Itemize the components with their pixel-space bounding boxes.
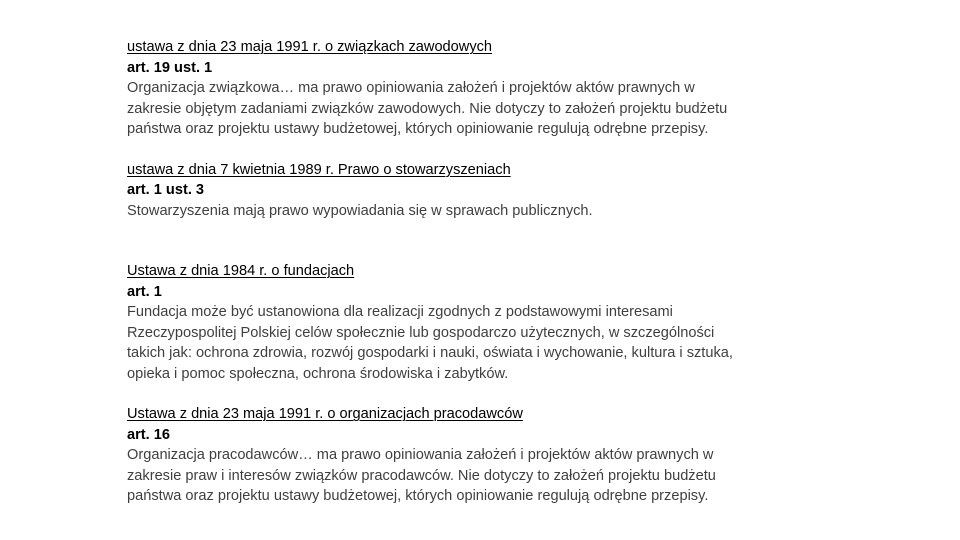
law-text-line: zakresie objętym zadaniami związków zawodowych. Nie dotyczy to założeń projektu budżetu — [127, 100, 728, 117]
law-title-link[interactable]: ustawa z dnia 23 maja 1991 r. o związkach zawodowych — [127, 39, 493, 55]
law-text-line: zakresie praw i interesów związków pracodawców. Nie dotyczy to założeń projektu budżetu — [127, 467, 716, 484]
article-reference: art. 19 ust. 1 — [127, 59, 213, 76]
law-title-link[interactable]: ustawa z dnia 7 kwietnia 1989 r. Prawo o stowarzyszeniach — [127, 161, 511, 178]
law-text-line: takich jak: ochrona zdrowia, rozwój gospodarki i nauki, oświata i wychowanie, kultura i sztuka, — [127, 345, 733, 361]
law-title-link[interactable]: Ustawa z dnia 23 maja 1991 r. o organizacjach pracodawców — [127, 406, 523, 422]
article-reference: art. 16 — [127, 426, 170, 443]
article-reference: art. 1 ust. 3 — [127, 182, 205, 198]
law-text-line: Organizacja pracodawców… ma prawo opiniowania założeń i projektów aktów prawnych w — [127, 447, 714, 463]
law-title-link[interactable]: Ustawa z dnia 1984 r. o fundacjach — [127, 263, 355, 279]
law-text-line: Fundacja może być ustanowiona dla realizacji zgodnych z podstawowymi interesami — [127, 304, 673, 320]
law-text-line: opieka i pomoc społeczna, ochrona środowiska i zabytków. — [127, 365, 509, 382]
article-reference: art. 1 — [127, 283, 162, 300]
law-text-line: państwa oraz projektu ustawy budżetowej, których opiniowanie regulują odrębne przepisy. — [127, 121, 709, 137]
slide-content — [127, 37, 847, 507]
law-text-line: Organizacja związkowa… ma prawo opiniowania założeń i projektów aktów prawnych w — [127, 80, 695, 96]
law-text-line: Stowarzyszenia mają prawo wypowiadania się w sprawach publicznych. — [127, 202, 593, 219]
law-text-line: Rzeczypospolitej Polskiej celów społecznie lub gospodarczo użytecznych, w szczególności — [127, 324, 715, 341]
law-section — [127, 261, 847, 384]
law-section — [127, 160, 847, 222]
law-section — [127, 37, 847, 140]
law-section — [127, 404, 847, 507]
law-text-line: państwa oraz projektu ustawy budżetowej, których opiniowanie regulują odrębne przepisy. — [127, 488, 709, 504]
